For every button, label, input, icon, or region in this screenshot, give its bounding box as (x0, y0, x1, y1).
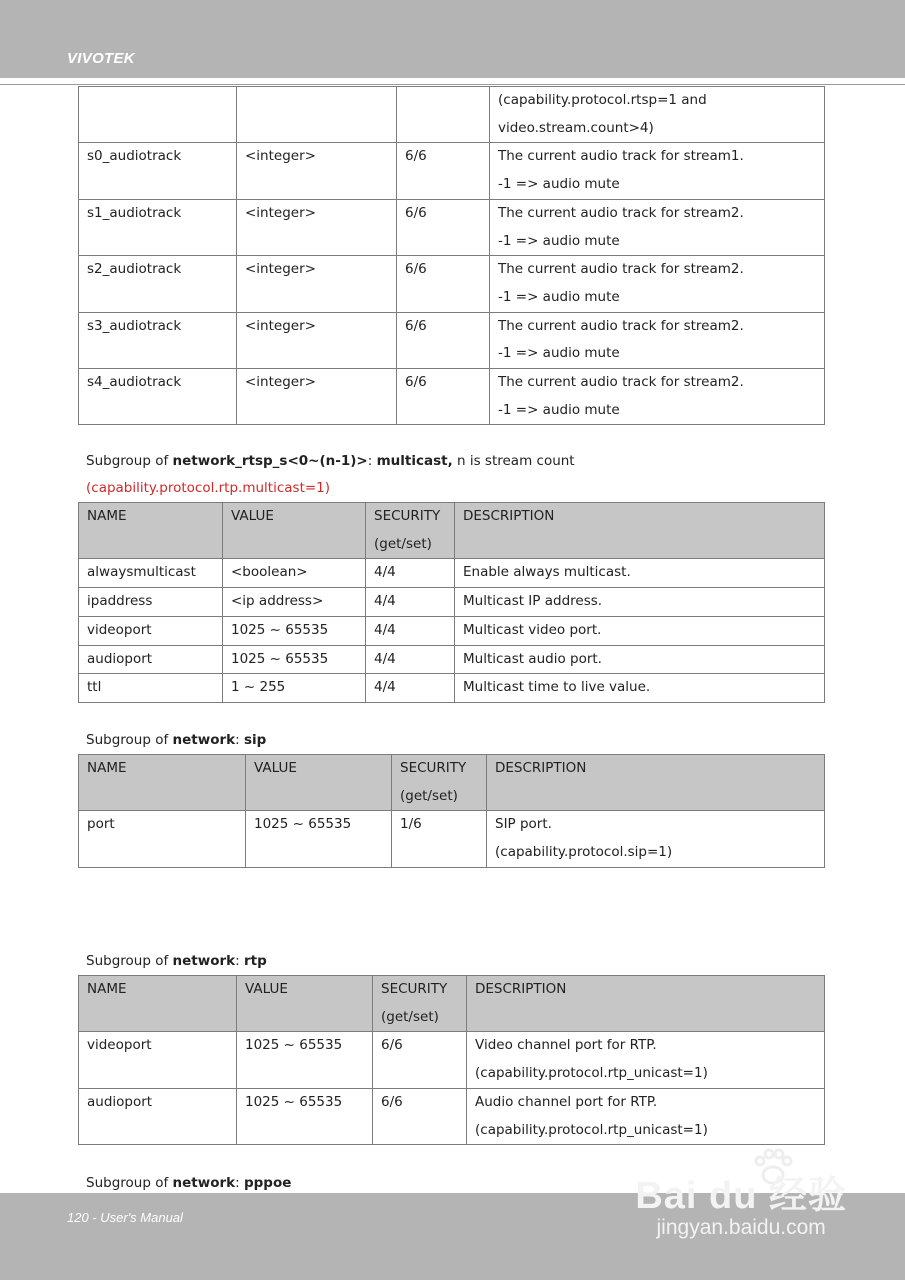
table-row (79, 588, 825, 617)
cell-security: 4/4 (366, 645, 455, 674)
cell-security: 6/6 (373, 1032, 467, 1088)
cell-value: 1025 ~ 65535 (246, 811, 392, 867)
cell-security: 6/6 (397, 199, 490, 255)
cell-value: 1025 ~ 65535 (237, 1032, 373, 1088)
cell-name: videoport (79, 1032, 237, 1088)
pppoe-subgroup-heading: Subgroup of network: pppoe (86, 1175, 292, 1191)
cell-security: 6/6 (397, 143, 490, 199)
cell-name: alwaysmulticast (79, 559, 223, 588)
watermark-url: jingyan.baidu.com (656, 1216, 826, 1239)
cell-description: Multicast audio port. (455, 645, 825, 674)
table-row (79, 256, 825, 312)
multicast-capability-note: (capability.protocol.rtp.multicast=1) (86, 480, 331, 496)
cell-description: The current audio track for stream2. -1 => audio mute (490, 312, 825, 368)
header-value: VALUE (237, 976, 373, 1032)
cell-security: 6/6 (397, 369, 490, 425)
cell-security: 4/4 (366, 559, 455, 588)
sip-subgroup-heading: Subgroup of network: sip (86, 732, 267, 748)
cell-value: <ip address> (223, 588, 366, 617)
cell-name: s1_audiotrack (79, 199, 237, 255)
table-row (79, 674, 825, 703)
multicast-subgroup-heading: Subgroup of network_rtsp_s<0~(n-1)>: multicast, n is stream count (86, 453, 575, 469)
header-security: SECURITY (get/set) (373, 976, 467, 1032)
cell-name: s0_audiotrack (79, 143, 237, 199)
sip-table (78, 754, 825, 868)
cell-value: <integer> (237, 312, 397, 368)
cell-description: The current audio track for stream2. -1 => audio mute (490, 256, 825, 312)
cell-value (237, 87, 397, 143)
audiotrack-table (78, 86, 825, 425)
cell-description: Multicast time to live value. (455, 674, 825, 703)
cell-name: videoport (79, 616, 223, 645)
cell-value: <integer> (237, 199, 397, 255)
multicast-table (78, 502, 825, 703)
cell-security: 4/4 (366, 588, 455, 617)
table-row (79, 143, 825, 199)
cell-security: 1/6 (392, 811, 487, 867)
header-description: DESCRIPTION (487, 755, 825, 811)
cell-security: 4/4 (366, 674, 455, 703)
rtp-table (78, 975, 825, 1145)
cell-name: audioport (79, 1088, 237, 1144)
cell-description: The current audio track for stream1. -1 => audio mute (490, 143, 825, 199)
header-security: SECURITY (get/set) (366, 503, 455, 559)
table-row (79, 369, 825, 425)
cell-value: 1 ~ 255 (223, 674, 366, 703)
table-header-row (79, 976, 825, 1032)
cell-value: 1025 ~ 65535 (237, 1088, 373, 1144)
cell-security: 6/6 (397, 256, 490, 312)
cell-description: (capability.protocol.rtsp=1 and video.stream.count>4) (490, 87, 825, 143)
cell-description: Enable always multicast. (455, 559, 825, 588)
table-header-row (79, 755, 825, 811)
cell-name (79, 87, 237, 143)
cell-security: 4/4 (366, 616, 455, 645)
cell-name: s2_audiotrack (79, 256, 237, 312)
cell-name: ipaddress (79, 588, 223, 617)
table-row (79, 312, 825, 368)
table-row (79, 616, 825, 645)
cell-value: <integer> (237, 143, 397, 199)
cell-description: The current audio track for stream2. -1 => audio mute (490, 199, 825, 255)
cell-description: The current audio track for stream2. -1 => audio mute (490, 369, 825, 425)
cell-name: audioport (79, 645, 223, 674)
table-row (79, 559, 825, 588)
header-value: VALUE (223, 503, 366, 559)
header-name: NAME (79, 976, 237, 1032)
header-description: DESCRIPTION (467, 976, 825, 1032)
cell-security: 6/6 (397, 312, 490, 368)
cell-security: 6/6 (373, 1088, 467, 1144)
header-description: DESCRIPTION (455, 503, 825, 559)
table-row (79, 87, 825, 143)
cell-description: Multicast IP address. (455, 588, 825, 617)
cell-name: ttl (79, 674, 223, 703)
table-row (79, 811, 825, 867)
cell-value: <integer> (237, 256, 397, 312)
brand-logo: VIVOTEK (67, 50, 135, 67)
page-header (0, 0, 905, 78)
cell-description: Audio channel port for RTP. (capability.protocol.rtp_unicast=1) (467, 1088, 825, 1144)
cell-description: Multicast video port. (455, 616, 825, 645)
header-value: VALUE (246, 755, 392, 811)
cell-name: s4_audiotrack (79, 369, 237, 425)
table-header-row (79, 503, 825, 559)
table-row (79, 199, 825, 255)
cell-value: 1025 ~ 65535 (223, 645, 366, 674)
page-number: 120 - User's Manual (67, 1210, 183, 1225)
watermark-logo: Bai du 经验 (635, 1175, 847, 1217)
header-name: NAME (79, 503, 223, 559)
header-divider (0, 84, 905, 85)
cell-security (397, 87, 490, 143)
table-row (79, 1032, 825, 1088)
cell-value: 1025 ~ 65535 (223, 616, 366, 645)
rtp-subgroup-heading: Subgroup of network: rtp (86, 953, 267, 969)
header-name: NAME (79, 755, 246, 811)
table-row (79, 645, 825, 674)
cell-name: s3_audiotrack (79, 312, 237, 368)
cell-description: SIP port. (capability.protocol.sip=1) (487, 811, 825, 867)
cell-name: port (79, 811, 246, 867)
header-security: SECURITY (get/set) (392, 755, 487, 811)
baidu-watermark (635, 1176, 847, 1240)
cell-value: <integer> (237, 369, 397, 425)
table-row (79, 1088, 825, 1144)
cell-value: <boolean> (223, 559, 366, 588)
cell-description: Video channel port for RTP. (capability.protocol.rtp_unicast=1) (467, 1032, 825, 1088)
